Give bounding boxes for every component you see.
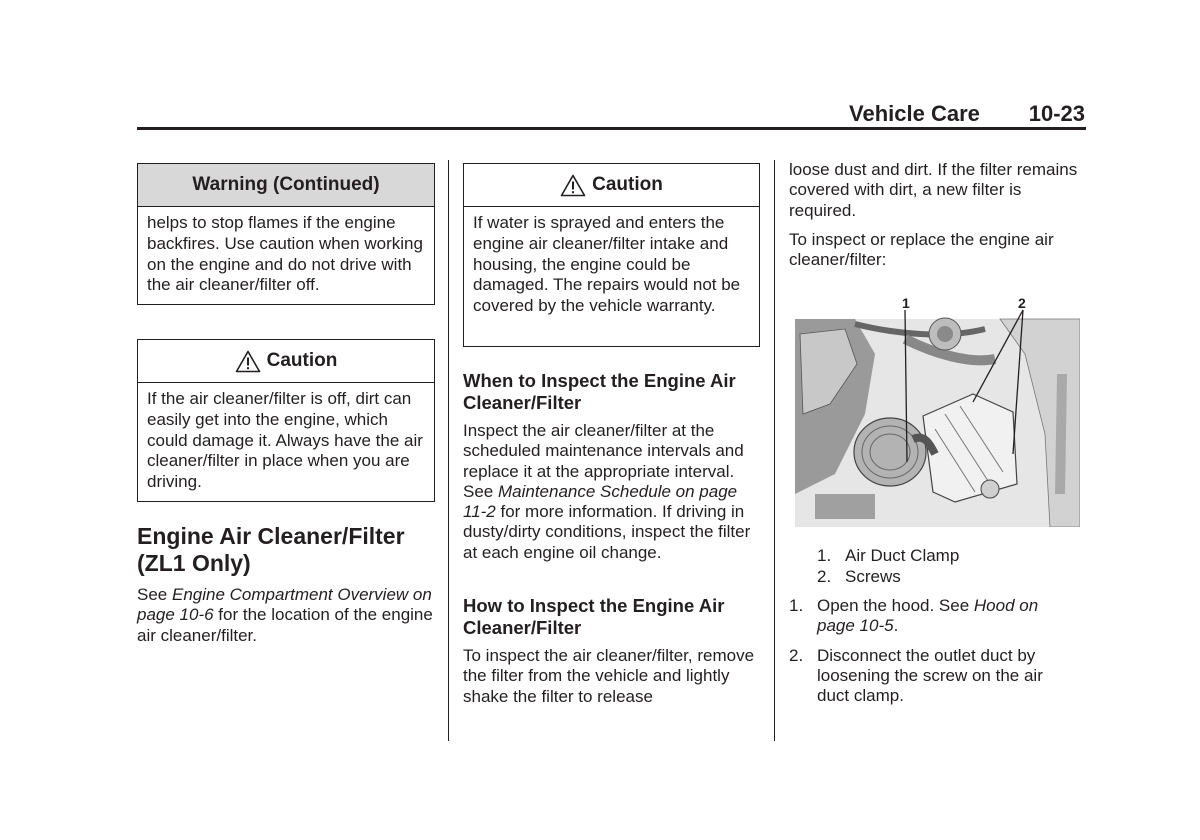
- warning-body: helps to stop flames if the engine backfires. Use caution when working on the engine and do not drive with the air cleaner/filter off.: [147, 213, 423, 295]
- engine-compartment-figure: [795, 294, 1080, 527]
- callout-1: 1: [902, 295, 910, 311]
- cross-reference-link[interactable]: Hood on page 10-5: [817, 596, 1039, 636]
- column-divider: [774, 160, 775, 741]
- when-to-inspect-body: Inspect the air cleaner/filter at the scheduled maintenance intervals and replace it at the appropriate interval. See Maintenance Schedule on page 11-2 for more information. If driving in dusty/dirty conditions, inspect the filter at each engine oil change.: [463, 421, 751, 562]
- section-name: Vehicle Care: [849, 101, 980, 126]
- procedure-step: 1. Open the hood. See Hood on page 10-5.: [789, 596, 1039, 636]
- figure-legend: [817, 546, 1077, 588]
- caution-header: [138, 340, 434, 383]
- how-to-inspect-body: To inspect the air cleaner/filter, remove the filter from the vehicle and lightly shake the filter to release: [463, 646, 755, 706]
- caution-header: [464, 164, 759, 207]
- caution-body: If water is sprayed and enters the engine air cleaner/filter intake and housing, the engine could be damaged. The repairs would not be covered by the vehicle warranty.: [473, 213, 741, 316]
- header-rule: [137, 127, 1086, 130]
- cross-reference-link[interactable]: Maintenance Schedule on page 11-2: [463, 481, 738, 522]
- continued-body: loose dust and dirt. If the filter remains covered with dirt, a new filter is required.: [789, 160, 1078, 220]
- section-intro: See Engine Compartment Overview on page 10-6 for the location of the engine air cleaner/filter.: [137, 585, 433, 645]
- section-title-line1: Engine Air Cleaner/Filter: [137, 523, 405, 549]
- page-number: 10-23: [1028, 101, 1085, 126]
- procedure-lead: To inspect or replace the engine air cleaner/filter:: [789, 230, 1054, 270]
- subheading-when-to-inspect: When to Inspect the Engine Air Cleaner/Filter: [463, 370, 736, 413]
- caution-box: [463, 163, 760, 347]
- warning-triangle-icon: [560, 174, 586, 197]
- warning-box: [137, 163, 435, 305]
- section-title: [137, 523, 437, 576]
- warning-title: Warning (Continued): [138, 164, 434, 207]
- engine-compartment-illustration: [795, 294, 1080, 527]
- callout-2: 2: [1018, 295, 1026, 311]
- column-divider: [448, 160, 449, 741]
- caution-title: Caution: [592, 174, 663, 195]
- subheading-how-to-inspect: How to Inspect the Engine Air Cleaner/Filter: [463, 595, 725, 638]
- section-title-line2: (ZL1 Only): [137, 549, 251, 576]
- procedure-step: 2. Disconnect the outlet duct by loosening the screw on the air duct clamp.: [789, 645, 1043, 706]
- legend-item: 1. Air Duct Clamp: [817, 546, 960, 565]
- caution-title: Caution: [266, 350, 338, 371]
- cross-reference-link[interactable]: Engine Compartment Overview on page 10-6: [137, 585, 432, 625]
- procedure-steps: [789, 596, 1079, 706]
- caution-body: If the air cleaner/filter is off, dirt can easily get into the engine, which could damage it. Always have the air cleaner/filter in place when you are driving.: [147, 389, 423, 492]
- legend-item: 2. Screws: [817, 567, 901, 587]
- warning-triangle-icon: [235, 350, 261, 373]
- caution-box: [137, 339, 435, 502]
